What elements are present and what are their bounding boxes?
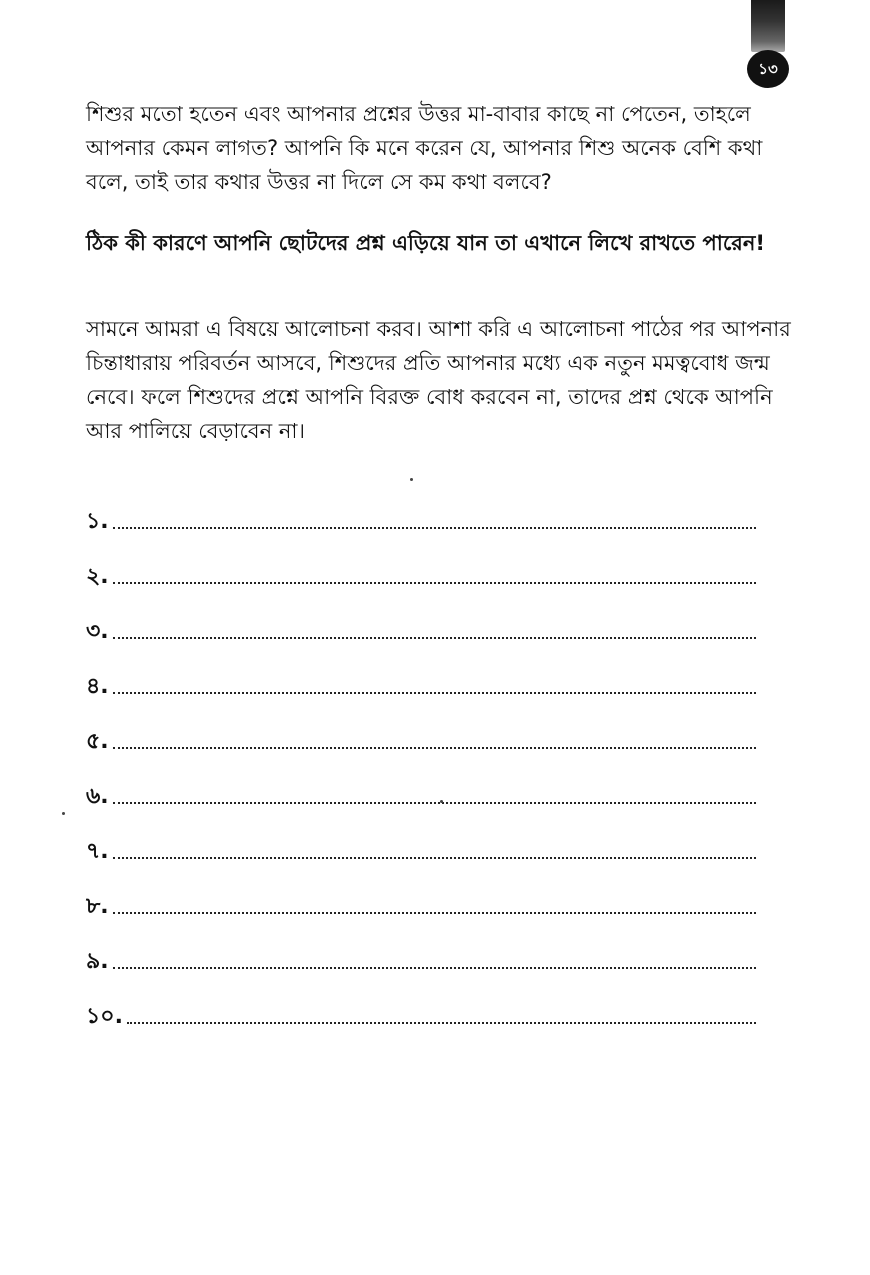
answer-item-3 bbox=[86, 590, 756, 645]
answer-blank-line bbox=[113, 527, 756, 529]
discussion-paragraph: সামনে আমরা এ বিষয়ে আলোচনা করব। আশা করি এ আলোচনা পাঠের পর আপনার চিন্তাধারায় পরিবর্তন আসবে, শিশুদের প্রতি আপনার মধ্যে এক নতুন মমত্ববোধ জন্ম নেবে। ফলে শিশুদের প্রশ্নে আপনি বিরক্ত বোধ করবেন না, তাদের প্রশ্ন থেকে আপনি আর পালিয়ে বেড়াবেন না। bbox=[86, 317, 791, 443]
answer-item-6 bbox=[86, 755, 756, 810]
answer-item-8 bbox=[86, 865, 756, 920]
answer-blank-line bbox=[113, 692, 756, 694]
page-corner-tab bbox=[751, 0, 785, 52]
answer-number: ৬. bbox=[86, 784, 109, 809]
answer-blank-line bbox=[113, 967, 756, 969]
answer-blank-line bbox=[113, 637, 756, 639]
answer-number: ৪. bbox=[86, 674, 109, 699]
answer-blank-line bbox=[113, 857, 756, 859]
answer-item-1 bbox=[86, 480, 756, 535]
instruction-heading: ঠিক কী কারণে আপনি ছোটদের প্রশ্ন এড়িয়ে যান তা এখানে লিখে রাখতে পারেন! bbox=[86, 231, 765, 255]
answer-item-4 bbox=[86, 645, 756, 700]
answer-number: ৫. bbox=[86, 729, 109, 754]
answer-number: ৮. bbox=[86, 894, 109, 919]
intro-paragraph: শিশুর মতো হতেন এবং আপনার প্রশ্নের উত্তর মা-বাবার কাছে না পেতেন, তাহলে আপনার কেমন লাগত? আপনি কি মনে করেন যে, আপনার শিশু অনেক বেশি কথা বলে, তাই তার কথার উত্তর না দিলে সে কম কথা বলবে? bbox=[86, 102, 763, 194]
answer-number: ৭. bbox=[86, 839, 109, 864]
answer-number: ১. bbox=[86, 509, 109, 534]
answer-item-10 bbox=[86, 975, 756, 1030]
page-number-badge: ১৩ bbox=[747, 50, 789, 88]
answer-number: ১০. bbox=[86, 1004, 123, 1029]
answer-item-9 bbox=[86, 920, 756, 975]
answer-number: ৯. bbox=[86, 949, 109, 974]
answer-item-5 bbox=[86, 700, 756, 755]
answer-blank-line bbox=[113, 582, 756, 584]
answer-item-2 bbox=[86, 535, 756, 590]
answer-blank-line bbox=[113, 912, 756, 914]
answer-number: ২. bbox=[86, 564, 109, 589]
answer-blank-line bbox=[113, 747, 756, 749]
print-speck bbox=[62, 812, 65, 815]
answer-number: ৩. bbox=[86, 619, 109, 644]
answer-item-7 bbox=[86, 810, 756, 865]
print-speck bbox=[410, 478, 413, 481]
answer-blank-line bbox=[127, 1022, 756, 1024]
answer-list bbox=[86, 480, 756, 1030]
print-speck bbox=[440, 800, 443, 803]
answer-blank-line bbox=[113, 802, 756, 804]
